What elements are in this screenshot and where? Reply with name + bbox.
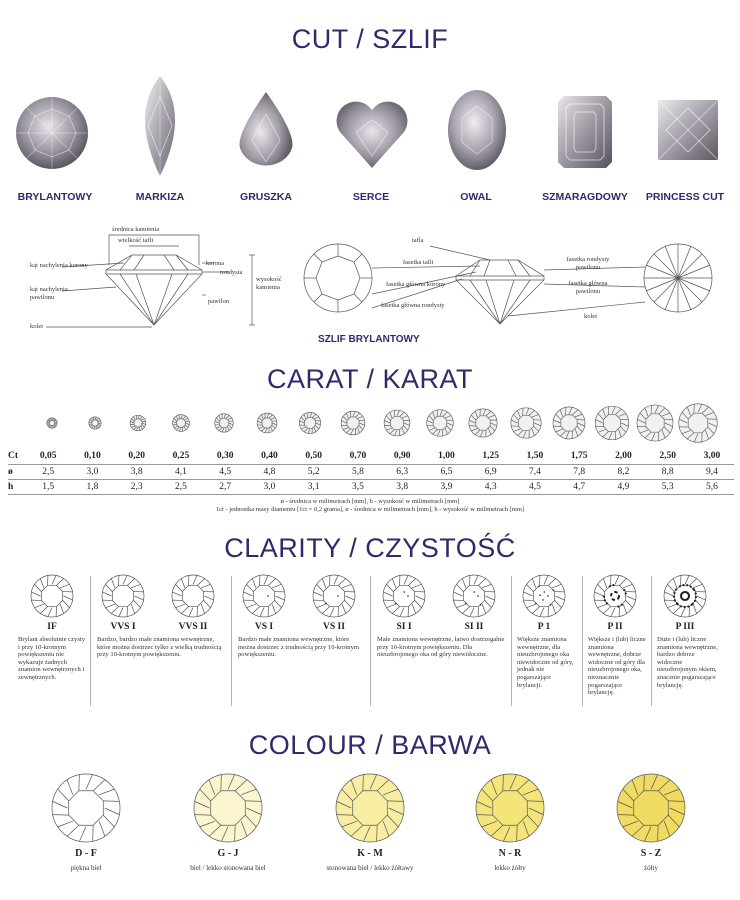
shape-label-pear: GRUSZKA (240, 191, 292, 203)
cut-title: CUT / SZLIF (291, 24, 449, 54)
brilliant-facet-diagram (300, 232, 740, 332)
clarity-desc-p3: Duże i (lub) liczne znamiona wewnętrzne, bardzo dobrze widoczne nieuzbrojonym okiem, znacznie pogarszające brylancję. (657, 636, 718, 689)
diameter-value: 6,3 (380, 464, 424, 479)
diameter-value: 8,8 (646, 464, 690, 479)
colour-desc: biel / lekko stonowana biel (190, 864, 266, 872)
label-facet-culet: kolet (584, 313, 597, 320)
height-value: 4,9 (601, 479, 645, 494)
diameter-value: 2,5 (26, 464, 70, 479)
ct-value: 1,50 (513, 449, 557, 464)
clarity-grade: P II (607, 622, 623, 632)
label-crown-angle: kąt nachylenia korony (30, 262, 88, 269)
label-height: wysokość kamienia (256, 276, 282, 291)
colour-grade: S - Z (640, 848, 662, 859)
clarity-grade: SI II (464, 622, 484, 632)
label-culet: kolet (30, 323, 43, 330)
clarity-divider (231, 576, 232, 706)
clarity-grade: IF (47, 622, 57, 632)
clarity-diamond-icon (172, 575, 214, 617)
clarity-diamond-icon (243, 575, 285, 617)
ct-value: 0,50 (292, 449, 336, 464)
height-value: 3,9 (424, 479, 468, 494)
shape-label-heart: SERCE (352, 191, 390, 203)
diameter-row-label: ø (8, 464, 26, 479)
clarity-divider (651, 576, 652, 706)
clarity-desc-si: Małe znamiona wewnętrzne, łatwo dostrzegalne przy 10-krotnym powiększeniu. Dla nieuzbrojonego oka od góry niewidoczne. (377, 636, 505, 659)
clarity-divider (511, 576, 512, 706)
colour-grade: N - R (498, 848, 522, 859)
height-value: 3,5 (336, 479, 380, 494)
round-diamond-icon (14, 95, 90, 171)
carat-size-circle (215, 414, 233, 432)
ct-value: 0,10 (70, 449, 114, 464)
carat-size-circle (47, 418, 57, 428)
diameter-value: 3,0 (70, 464, 114, 479)
carat-size-circle (257, 413, 277, 433)
carat-size-circle (384, 410, 410, 436)
diamond-profile-diagram (24, 225, 294, 335)
ct-value: 0,20 (115, 449, 159, 464)
carat-size-circle (130, 415, 146, 431)
diameter-value: 3,8 (115, 464, 159, 479)
carat-size-circle (469, 409, 497, 437)
ct-value: 0,40 (247, 449, 291, 464)
diameter-value: 8,2 (601, 464, 645, 479)
label-pavilion-girdle-facet: fasetka rondysty pawilonu (566, 256, 610, 271)
shape-label-oval: OWAL (460, 191, 492, 203)
height-value: 4,5 (513, 479, 557, 494)
carat-size-circle (89, 417, 101, 429)
label-girdle: rondysta (220, 269, 243, 276)
label-pavilion: pawilon (208, 298, 229, 305)
height-value: 2,7 (203, 479, 247, 494)
clarity-desc-p1: Większe znamiona wewnętrzne, dla nieuzbrojonego oka niewidoczne od góry, jednak nie pogarszające brylancji. (517, 636, 574, 689)
diameter-value: 7,4 (513, 464, 557, 479)
colour-diamond-icon (476, 774, 544, 842)
clarity-diamond-icon (523, 575, 565, 617)
emerald-diamond-icon (556, 94, 614, 170)
height-value: 4,3 (469, 479, 513, 494)
colour-diamond-icon (336, 774, 404, 842)
diameter-value: 5,8 (336, 464, 380, 479)
clarity-grade: P III (675, 622, 695, 632)
diameter-value: 4,1 (159, 464, 203, 479)
carat-size-row (0, 400, 740, 445)
carat-ct-row (8, 449, 734, 464)
label-table: tafla (412, 237, 424, 244)
ct-row-label: Ct (8, 449, 26, 464)
clarity-diamond-icon (383, 575, 425, 617)
colour-diamond-icon (194, 774, 262, 842)
colour-grade: K - M (357, 848, 383, 859)
ct-value: 0,25 (159, 449, 203, 464)
marquise-diamond-icon (130, 74, 190, 178)
clarity-grade: VS I (254, 622, 274, 632)
shape-label-emerald: SZMARAGDOWY (542, 191, 628, 203)
carat-size-circle (637, 405, 673, 441)
clarity-grade: VS II (323, 622, 345, 632)
height-row-label: h (8, 479, 26, 494)
carat-size-circle (511, 408, 541, 438)
label-crown-main-facet: fasetka główna korony (386, 281, 446, 288)
label-pavilion-angle: kąt nachylenia pawilonu (30, 286, 68, 301)
carat-size-circle (299, 412, 320, 433)
diameter-value: 9,4 (690, 464, 734, 479)
diameter-value: 7,8 (557, 464, 601, 479)
label-pavilion-main-facet: fasetka główna pawilonu (568, 280, 608, 295)
diameter-value: 6,9 (469, 464, 513, 479)
height-value: 1,5 (26, 479, 70, 494)
label-table-size: wielkość tafli (118, 237, 154, 244)
shape-label-round: BRYLANTOWY (17, 191, 93, 203)
carat-size-circle (173, 415, 190, 432)
ct-value: 1,00 (424, 449, 468, 464)
diameter-value: 4,8 (247, 464, 291, 479)
shape-label-princess: PRINCESS CUT (645, 191, 725, 203)
clarity-divider (582, 576, 583, 706)
label-girdle-main-facet: fasetka główna rondysty (381, 302, 445, 309)
colour-diamond-icon (617, 774, 685, 842)
carat-size-circle (553, 407, 585, 439)
label-table-facet: fasetka tafli (403, 259, 434, 266)
heart-diamond-icon (334, 98, 410, 170)
ct-value: 1,25 (469, 449, 513, 464)
carat-note-1: ø - średnica w milimetrach [mm], h - wysokość w milimetrach [mm] (280, 498, 460, 505)
ct-value: 0,05 (26, 449, 70, 464)
height-value: 2,3 (115, 479, 159, 494)
height-value: 5,6 (690, 479, 734, 494)
diameter-value: 4,5 (203, 464, 247, 479)
ct-value: 2,00 (601, 449, 645, 464)
label-diameter: średnica kamienia (112, 226, 160, 233)
clarity-diamond-icon (594, 575, 636, 617)
carat-note-2: 1ct - jednostka masy diamentu [1ct = 0,2 grama], ø - średnica w milimetrach [mm], h - wysokość w milimetrach [mm] (215, 506, 525, 513)
clarity-grade: SI I (396, 622, 412, 632)
height-value: 3,0 (247, 479, 291, 494)
carat-height-row (8, 479, 734, 494)
ct-value: 0,70 (336, 449, 380, 464)
colour-diamonds-row (0, 770, 740, 846)
clarity-diamond-icon (102, 575, 144, 617)
clarity-diamond-icon (313, 575, 355, 617)
colour-desc: żółty (644, 864, 658, 872)
colour-diamond-icon (52, 774, 120, 842)
diameter-value: 5,2 (292, 464, 336, 479)
princess-diamond-icon (656, 98, 720, 162)
carat-title: CARAT / KARAT (266, 364, 474, 394)
height-value: 5,3 (646, 479, 690, 494)
ct-value: 3,00 (690, 449, 734, 464)
clarity-divider (370, 576, 371, 706)
clarity-grade: VVS I (110, 622, 136, 632)
ct-value: 1,75 (557, 449, 601, 464)
clarity-diamond-icon (453, 575, 495, 617)
clarity-title: CLARITY / CZYSTOŚĆ (224, 533, 516, 563)
ct-value: 0,90 (380, 449, 424, 464)
ct-value: 0,30 (203, 449, 247, 464)
height-value: 3,8 (380, 479, 424, 494)
clarity-divider (90, 576, 91, 706)
colour-grade: D - F (75, 848, 97, 859)
clarity-diamond-icon (664, 575, 706, 617)
label-crown: korona (206, 260, 225, 267)
brilliant-caption: SZLIF BRYLANTOWY (318, 334, 420, 345)
diameter-value: 6,5 (424, 464, 468, 479)
carat-size-circle (595, 406, 629, 440)
clarity-desc-vs: Bardzo małe znamiona wewnętrzne, które można dostrzec z trudnością przy 10-krotnym powiększeniu. (238, 636, 360, 659)
clarity-grade: P 1 (537, 622, 551, 632)
clarity-grade: VVS II (178, 622, 208, 632)
colour-title: COLOUR / BARWA (248, 730, 492, 760)
carat-table (8, 449, 734, 495)
height-value: 1,8 (70, 479, 114, 494)
clarity-desc-vvs: Bardzo, bardzo małe znamiona wewnętrzne, które można dostrzec tylko z wielką trudnością przy 10-krotnym powiększeniu. (97, 636, 222, 659)
clarity-desc-p2: Większe i (lub) liczne znamiona wewnętrzne, dobrze widoczne od góry dla nieuzbrojonego oka, nieznacznie pogarszające brylancję. (588, 636, 646, 697)
pear-diamond-icon (234, 90, 298, 174)
height-value: 4,7 (557, 479, 601, 494)
ct-value: 2,50 (646, 449, 690, 464)
colour-desc: piękna biel (70, 864, 102, 872)
colour-desc: lekko żółty (494, 864, 526, 872)
clarity-desc-if: Brylant absolutnie czysty i przy 10-krotnym powiększeniu nie wykazuje żadnych znamion wewnętrznych i zewnętrznych. (18, 636, 86, 681)
carat-size-circle (341, 411, 365, 435)
carat-diameter-row (8, 464, 734, 479)
clarity-diamond-icon (31, 575, 73, 617)
height-value: 3,1 (292, 479, 336, 494)
shape-label-marquise: MARKIZA (135, 191, 185, 203)
oval-diamond-icon (446, 88, 508, 172)
colour-grade: G - J (217, 848, 239, 859)
carat-size-circle (679, 404, 718, 443)
height-value: 2,5 (159, 479, 203, 494)
colour-desc: stonowana biel / lekko żółtawy (326, 864, 414, 872)
carat-size-circle (427, 410, 454, 437)
